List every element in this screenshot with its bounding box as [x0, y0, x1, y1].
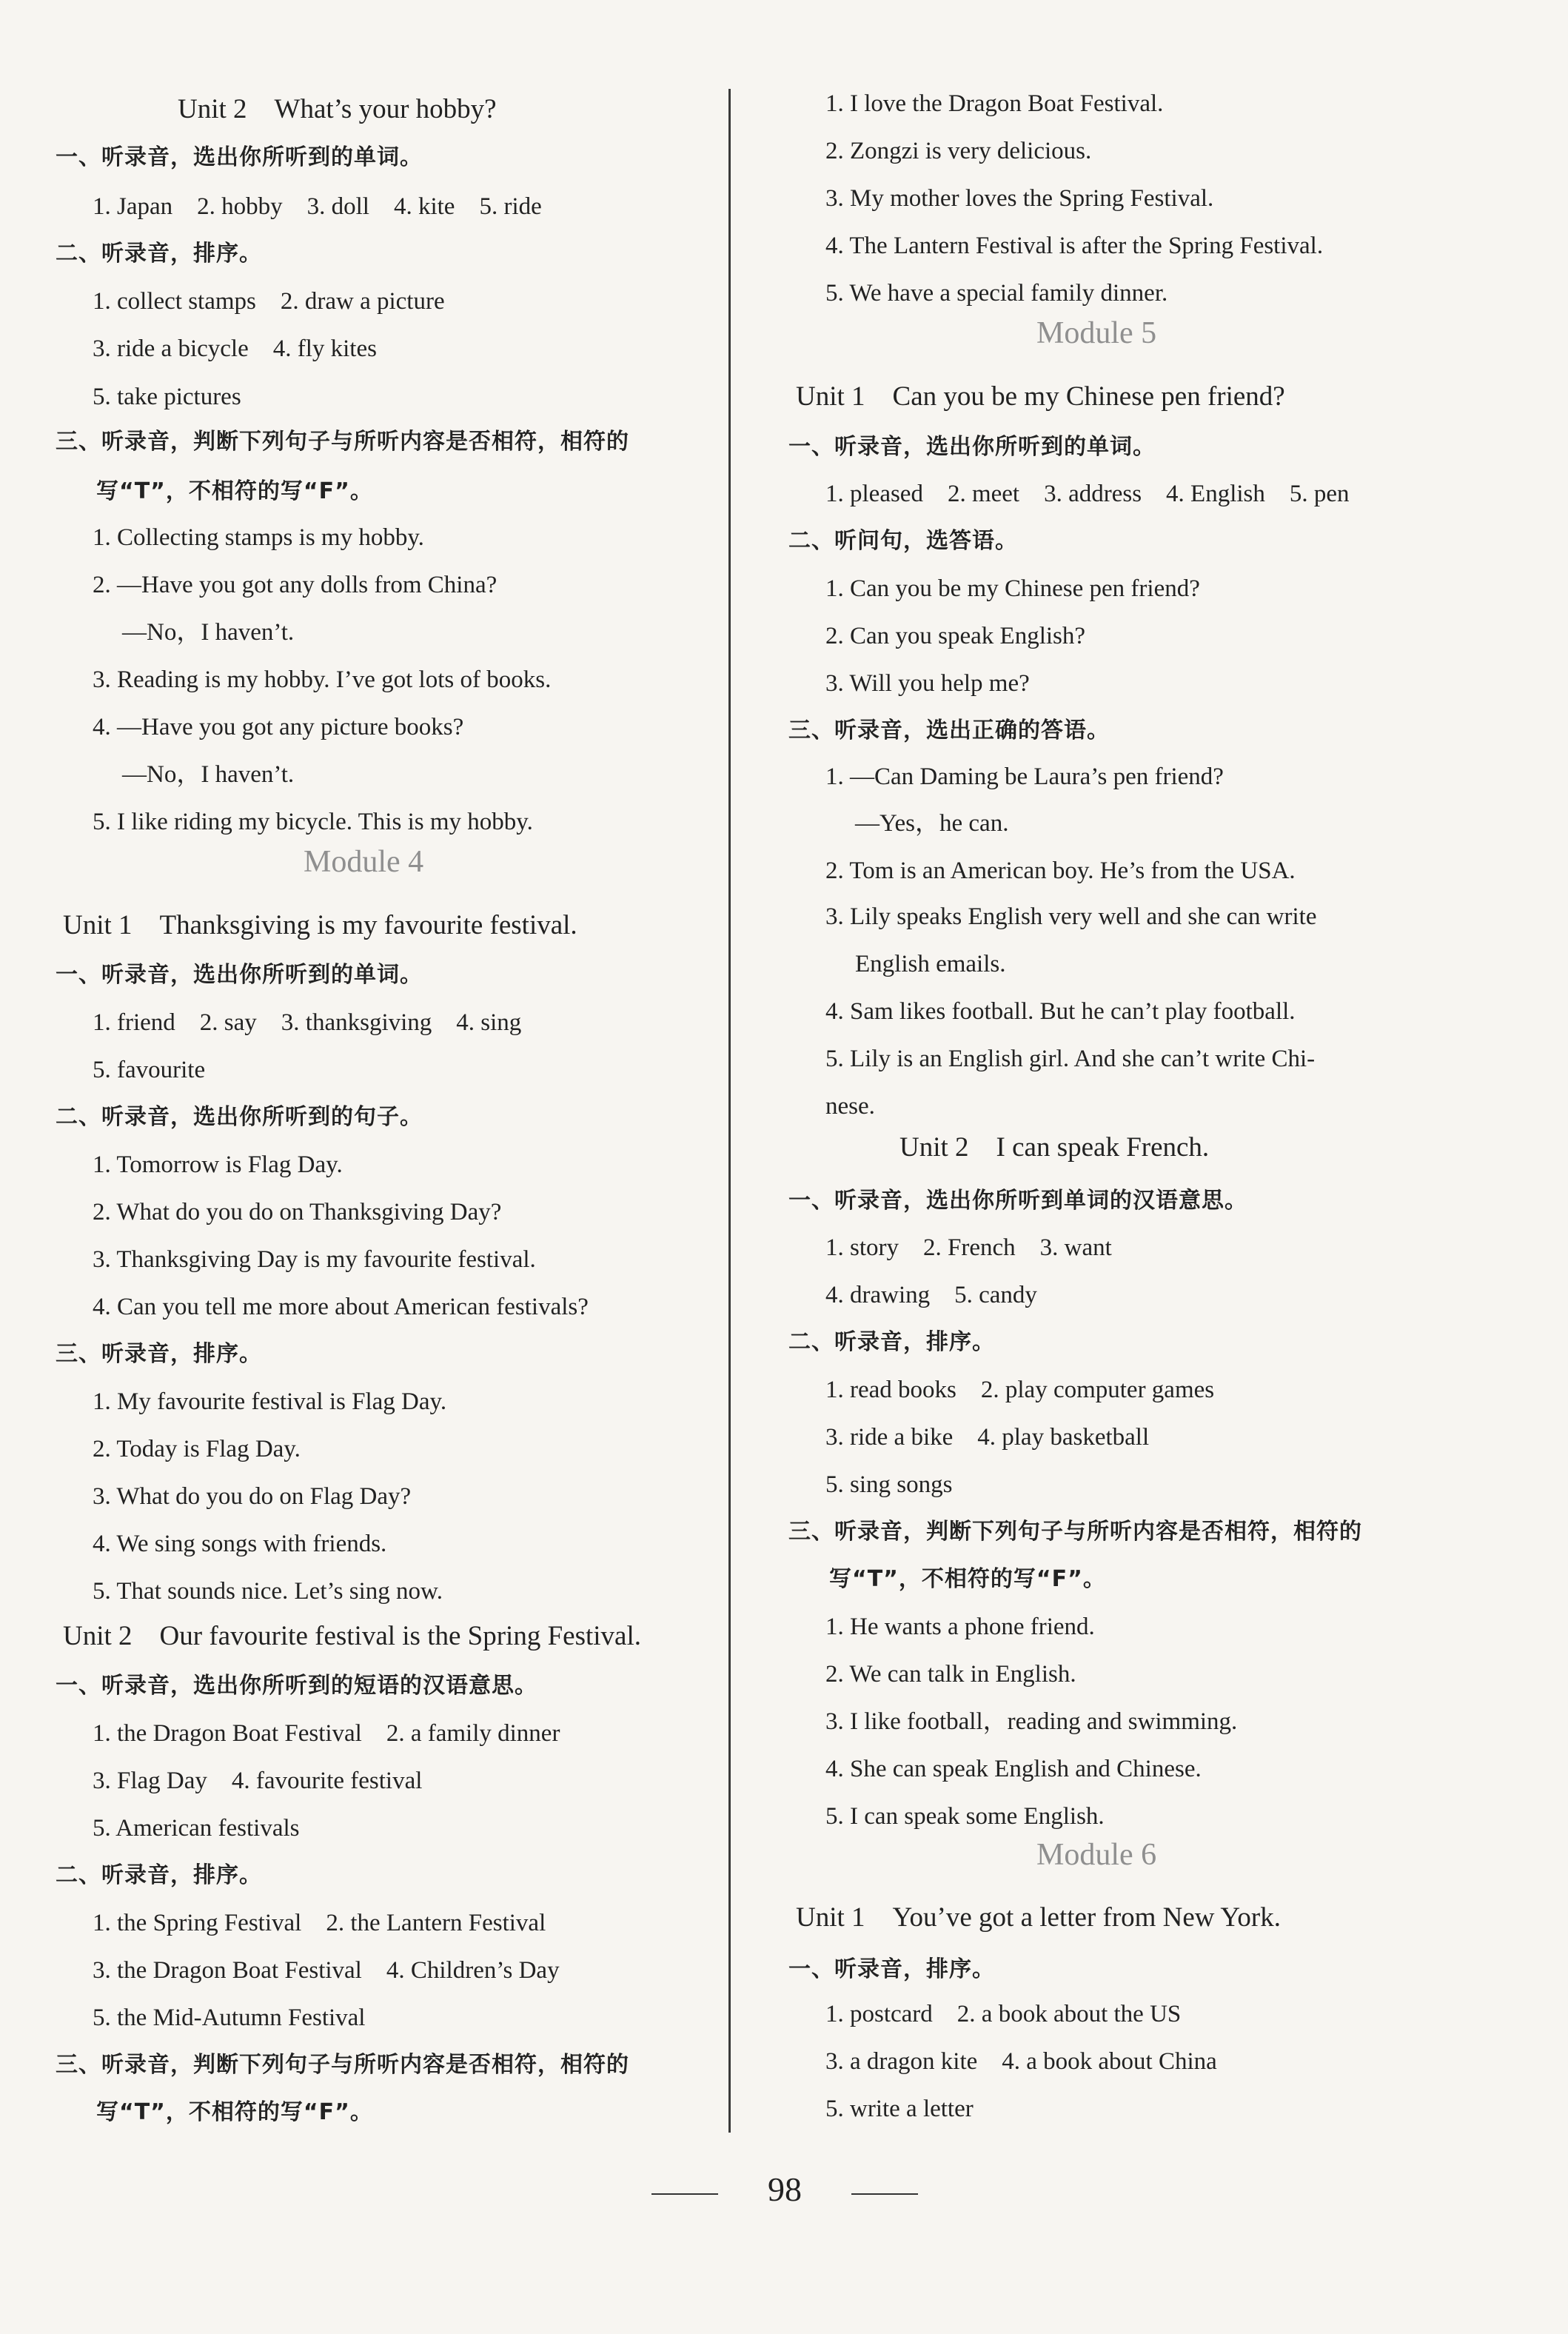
list-item: 3. ride a bicycle 4. fly kites [93, 335, 377, 362]
page-footer [0, 2162, 1568, 2221]
page-number: 98 [768, 2170, 802, 2208]
list-item: 3. Will you help me? [825, 670, 1030, 697]
section-heading-cont: 写“T”，不相符的写“F”。 [96, 2099, 373, 2125]
list-item: 3. a dragon kite 4. a book about China [825, 2048, 1217, 2075]
list-item: 3. Reading is my hobby. I’ve got lots of books. [93, 666, 552, 693]
section-heading: 一、听录音，选出你所听到的短语的汉语意思。 [56, 1673, 537, 1699]
list-item: 1. collect stamps 2. draw a picture [93, 288, 445, 315]
section-heading: 三、听录音，判断下列句子与所听内容是否相符，相符的 [788, 1519, 1362, 1545]
list-item: 1. read books 2. play computer games [825, 1377, 1215, 1403]
footer-dash-left [651, 2193, 718, 2195]
list-item: 1. pleased 2. meet 3. address 4. English 5. pen [825, 481, 1350, 507]
section-heading: 一、听录音，选出你所听到的单词。 [56, 144, 423, 170]
list-item: 4. —Have you got any picture books? [93, 714, 464, 740]
list-item: 3. What do you do on Flag Day? [93, 1483, 412, 1510]
list-item: 4. Sam likes football. But he can’t play football. [825, 998, 1296, 1025]
module-heading: Module 6 [1036, 1838, 1157, 1872]
list-item: 3. ride a bike 4. play basketball [825, 1424, 1150, 1451]
list-item: 1. Can you be my Chinese pen friend? [825, 575, 1200, 602]
list-item: 4. We sing songs with friends. [93, 1531, 387, 1557]
list-item: 5. Lily is an English girl. And she can’t write Chi- [825, 1046, 1316, 1072]
list-item: 1. story 2. French 3. want [825, 1234, 1112, 1261]
list-item: 2. Zongzi is very delicious. [825, 138, 1092, 164]
unit-heading: Unit 2 Our favourite festival is the Spring Festival. [63, 1621, 641, 1651]
list-item: 2. Today is Flag Day. [93, 1436, 301, 1462]
list-item: 5. That sounds nice. Let’s sing now. [93, 1578, 443, 1605]
list-item-cont: English emails. [855, 951, 1006, 977]
list-item-cont: —Yes，he can. [855, 810, 1009, 837]
list-item-cont: —No，I haven’t. [122, 619, 295, 646]
list-item-cont: nese. [825, 1093, 875, 1120]
section-heading: 二、听问句，选答语。 [788, 528, 1018, 554]
section-heading: 一、听录音，选出你所听到的单词。 [788, 434, 1156, 460]
list-item: 3. Thanksgiving Day is my favourite festival. [93, 1246, 536, 1273]
list-item: 1. I love the Dragon Boat Festival. [825, 90, 1164, 117]
unit-heading: Unit 1 Thanksgiving is my favourite festival. [63, 910, 577, 940]
list-item: 1. Japan 2. hobby 3. doll 4. kite 5. ride [93, 193, 542, 220]
list-item: 3. I like football，reading and swimming. [825, 1708, 1238, 1735]
list-item: 4. Can you tell me more about American festivals? [93, 1294, 589, 1320]
list-item: 5. American festivals [93, 1815, 300, 1842]
list-item: 5. I can speak some English. [825, 1803, 1105, 1830]
list-item: 1. —Can Daming be Laura’s pen friend? [825, 763, 1224, 790]
list-item: 3. My mother loves the Spring Festival. [825, 185, 1214, 212]
column-divider [728, 89, 731, 2133]
list-item: 2. What do you do on Thanksgiving Day? [93, 1199, 502, 1225]
list-item: 5. favourite [93, 1057, 206, 1083]
section-heading: 二、听录音，排序。 [56, 1862, 262, 1888]
section-heading: 一、听录音，选出你所听到的单词。 [56, 962, 423, 988]
list-item: 1. He wants a phone friend. [825, 1614, 1095, 1640]
list-item: 1. postcard 2. a book about the US [825, 2001, 1182, 2027]
list-item: 2. —Have you got any dolls from China? [93, 572, 497, 598]
list-item: 3. Lily speaks English very well and she can write [825, 903, 1317, 930]
list-item: 5. write a letter [825, 2096, 974, 2122]
list-item: 3. Flag Day 4. favourite festival [93, 1768, 423, 1794]
section-heading: 三、听录音，排序。 [56, 1341, 262, 1367]
list-item: 1. friend 2. say 3. thanksgiving 4. sing [93, 1009, 522, 1036]
list-item: 4. drawing 5. candy [825, 1282, 1037, 1308]
list-item-cont: —No，I haven’t. [122, 761, 295, 788]
section-heading: 二、听录音，选出你所听到的句子。 [56, 1104, 423, 1130]
unit-heading: Unit 1 You’ve got a letter from New York. [796, 1902, 1281, 1933]
list-item: 1. Collecting stamps is my hobby. [93, 524, 424, 551]
list-item: 5. We have a special family dinner. [825, 280, 1168, 307]
list-item: 5. take pictures [93, 384, 241, 410]
section-heading: 一、听录音，选出你所听到单词的汉语意思。 [788, 1188, 1247, 1214]
section-heading-cont: 写“T”，不相符的写“F”。 [829, 1566, 1106, 1592]
section-heading: 三、听录音，选出正确的答语。 [788, 718, 1110, 743]
module-heading: Module 5 [1036, 316, 1157, 350]
list-item: 1. Tomorrow is Flag Day. [93, 1151, 343, 1178]
section-heading: 三、听录音，判断下列句子与所听内容是否相符，相符的 [56, 2052, 629, 2078]
list-item: 4. She can speak English and Chinese. [825, 1756, 1202, 1782]
unit-heading: Unit 2 I can speak French. [899, 1132, 1210, 1163]
list-item: 1. the Spring Festival 2. the Lantern Festival [93, 1910, 546, 1936]
list-item: 1. the Dragon Boat Festival 2. a family dinner [93, 1720, 560, 1747]
list-item: 2. We can talk in English. [825, 1661, 1076, 1688]
section-heading: 二、听录音，排序。 [56, 241, 262, 267]
section-heading: 二、听录音，排序。 [788, 1329, 995, 1355]
list-item: 2. Tom is an American boy. He’s from the USA. [825, 857, 1296, 884]
section-heading: 一、听录音，排序。 [788, 1956, 995, 1982]
list-item: 1. My favourite festival is Flag Day. [93, 1388, 447, 1415]
list-item: 5. I like riding my bicycle. This is my hobby. [93, 809, 533, 835]
section-heading: 三、听录音，判断下列句子与所听内容是否相符，相符的 [56, 429, 629, 455]
list-item: 5. sing songs [825, 1471, 953, 1498]
module-heading: Module 4 [304, 845, 424, 879]
unit-heading: Unit 1 Can you be my Chinese pen friend? [796, 381, 1285, 412]
list-item: 2. Can you speak English? [825, 623, 1086, 649]
unit-heading: Unit 2 What’s your hobby? [178, 94, 497, 124]
section-heading-cont: 写“T”，不相符的写“F”。 [96, 478, 373, 504]
footer-dash-right [851, 2193, 918, 2195]
list-item: 4. The Lantern Festival is after the Spring Festival. [825, 233, 1324, 259]
list-item: 3. the Dragon Boat Festival 4. Children’s Day [93, 1957, 560, 1984]
list-item: 5. the Mid-Autumn Festival [93, 2004, 366, 2031]
